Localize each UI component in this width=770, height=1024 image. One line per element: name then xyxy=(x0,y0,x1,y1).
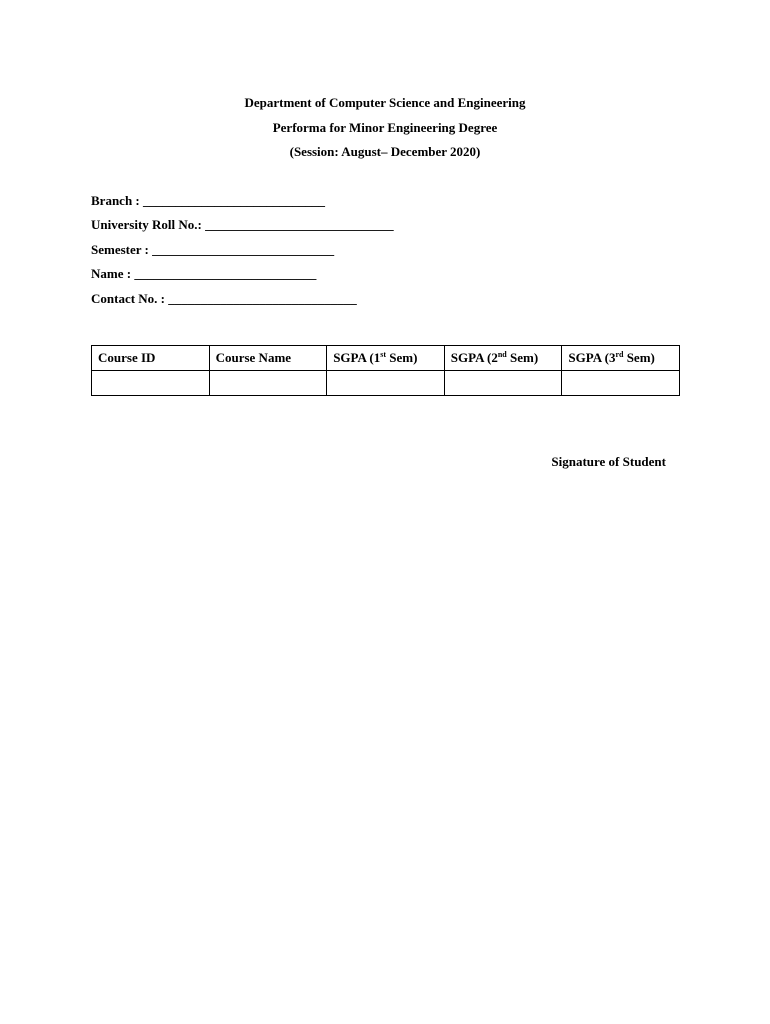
sgpa-sem1-suffix: Sem) xyxy=(386,350,418,365)
sgpa-sem3-prefix: SGPA (3 xyxy=(568,350,616,365)
table-row xyxy=(92,371,680,396)
header-sgpa-sem3 xyxy=(562,346,680,371)
branch-field: Branch : ____________________________ xyxy=(91,193,325,208)
sgpa-sem2-suffix: Sem) xyxy=(506,350,539,365)
sgpa-sem2-prefix: SGPA (2 xyxy=(450,350,498,365)
header-sgpa-sem2 xyxy=(444,346,562,371)
name-field: Name : ____________________________ xyxy=(91,266,317,281)
signature-label: Signature of Student xyxy=(551,454,666,469)
header-course-id: Course ID xyxy=(92,346,210,371)
sgpa-sem2-sup: nd xyxy=(497,350,507,359)
cell-sgpa-sem3[interactable] xyxy=(562,371,680,396)
roll-no-field: University Roll No.: _____________________________ xyxy=(91,217,394,232)
sgpa-sem3-sup: rd xyxy=(615,350,624,359)
cell-sgpa-sem1[interactable] xyxy=(327,371,445,396)
header-course-name: Course Name xyxy=(209,346,327,371)
header-sgpa-sem1 xyxy=(327,346,445,371)
session-line: (Session: August– December 2020) xyxy=(289,144,481,159)
sgpa-sem1-prefix: SGPA (1 xyxy=(333,350,381,365)
department-title: Department of Computer Science and Engineering xyxy=(244,95,526,110)
cell-course-name[interactable] xyxy=(209,371,327,396)
sgpa-sem1-sup: st xyxy=(380,350,387,359)
cell-course-id[interactable] xyxy=(92,371,210,396)
cell-sgpa-sem2[interactable] xyxy=(444,371,562,396)
form-title: Performa for Minor Engineering Degree xyxy=(272,120,498,135)
courses-table xyxy=(91,345,680,396)
semester-field: Semester : ____________________________ xyxy=(91,242,335,257)
table-header-row xyxy=(92,346,680,371)
contact-field: Contact No. : _____________________________ xyxy=(91,291,357,306)
sgpa-sem3-suffix: Sem) xyxy=(623,350,655,365)
